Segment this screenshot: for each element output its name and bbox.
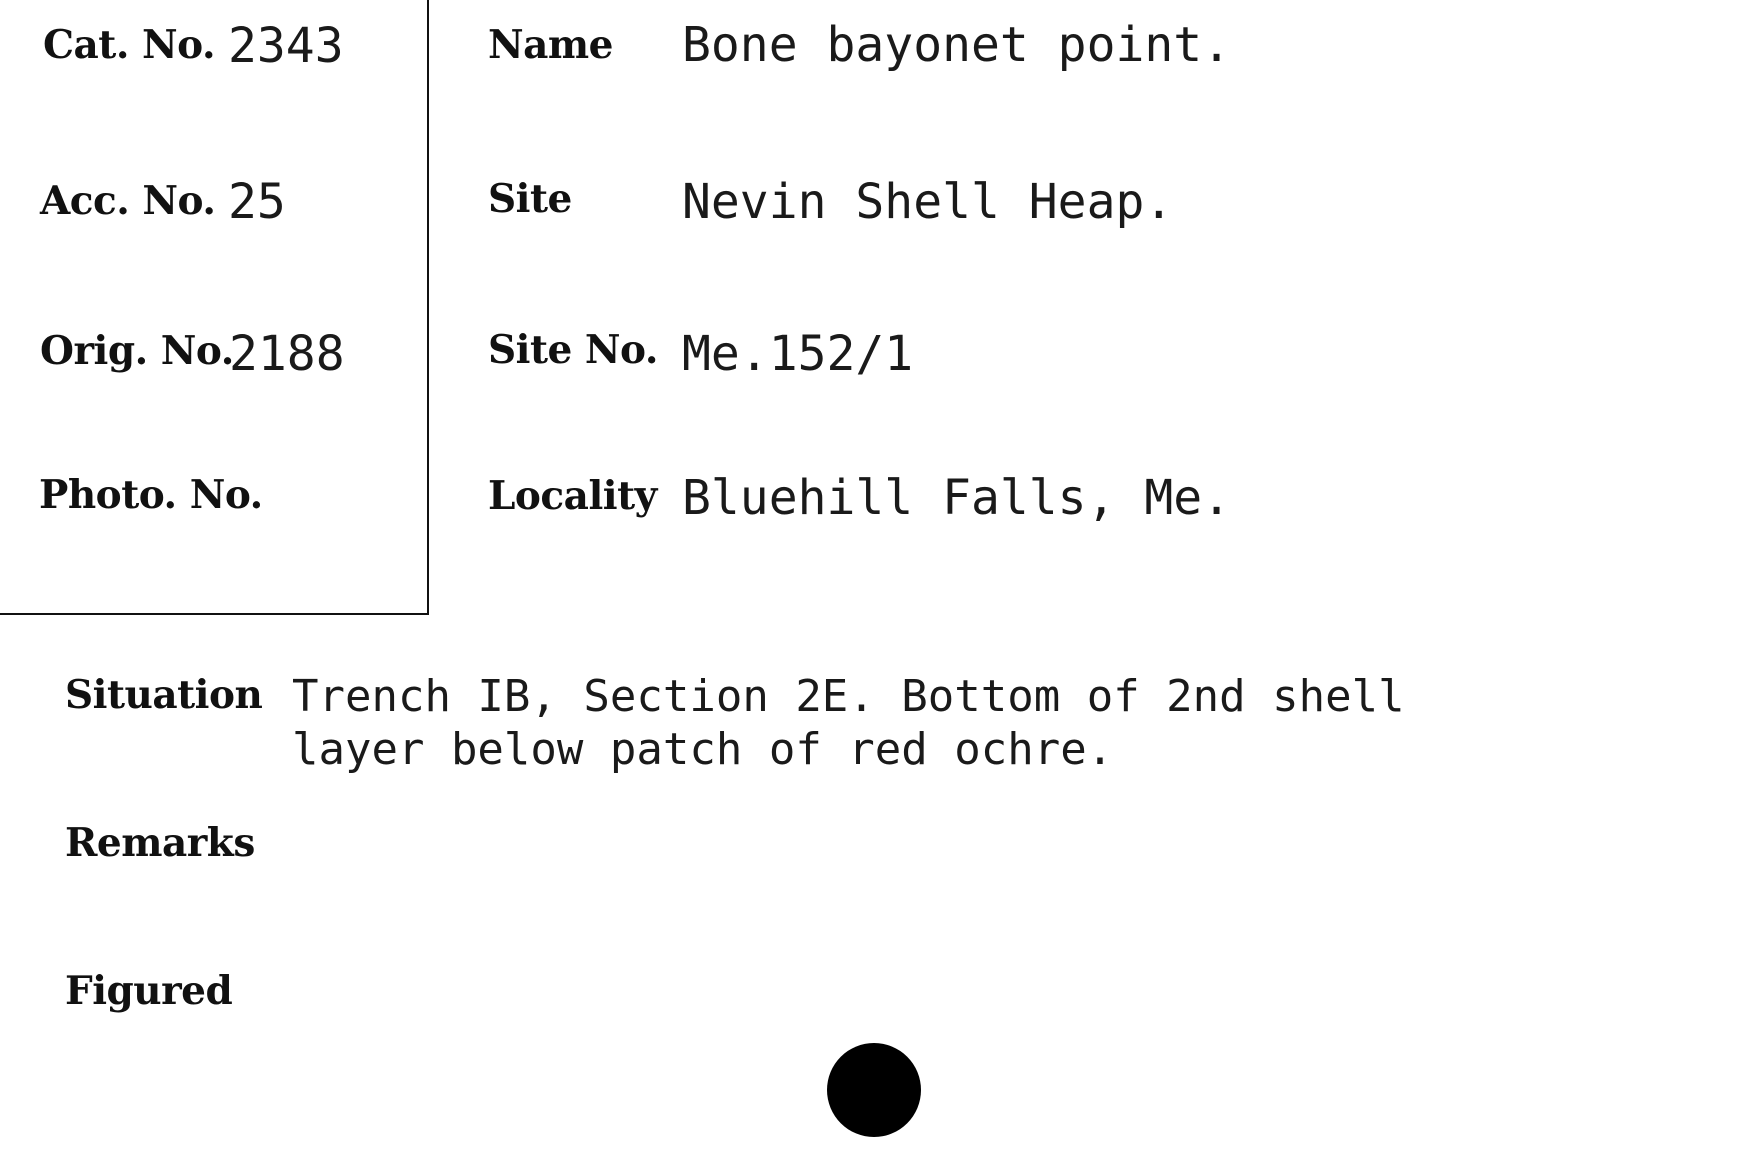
situation-line-2: layer below patch of red ochre. xyxy=(292,724,1114,775)
site-no-value: Me.152/1 xyxy=(682,326,914,382)
acc-no-label: Acc. No. xyxy=(40,178,216,224)
site-label: Site xyxy=(488,176,572,222)
locality-value: Bluehill Falls, Me. xyxy=(682,470,1232,526)
situation-line-1: Trench IB, Section 2E. Bottom of 2nd shell xyxy=(292,671,1405,722)
orig-no-value: 2188 xyxy=(229,326,345,382)
photo-no-label: Photo. No. xyxy=(39,472,263,518)
cat-no-label: Cat. No. xyxy=(43,22,216,68)
remarks-label: Remarks xyxy=(65,820,255,866)
site-value: Nevin Shell Heap. xyxy=(682,174,1174,230)
locality-label: Locality xyxy=(488,473,657,519)
punch-hole xyxy=(827,1043,921,1137)
figured-label: Figured xyxy=(65,968,233,1014)
name-label: Name xyxy=(488,22,613,68)
name-value: Bone bayonet point. xyxy=(682,17,1232,73)
orig-no-label: Orig. No. xyxy=(40,328,234,374)
situation-label: Situation xyxy=(65,672,263,718)
acc-no-value: 25 xyxy=(228,174,286,230)
site-no-label: Site No. xyxy=(488,327,658,373)
cat-no-value: 2343 xyxy=(228,18,344,74)
number-box xyxy=(0,0,429,615)
